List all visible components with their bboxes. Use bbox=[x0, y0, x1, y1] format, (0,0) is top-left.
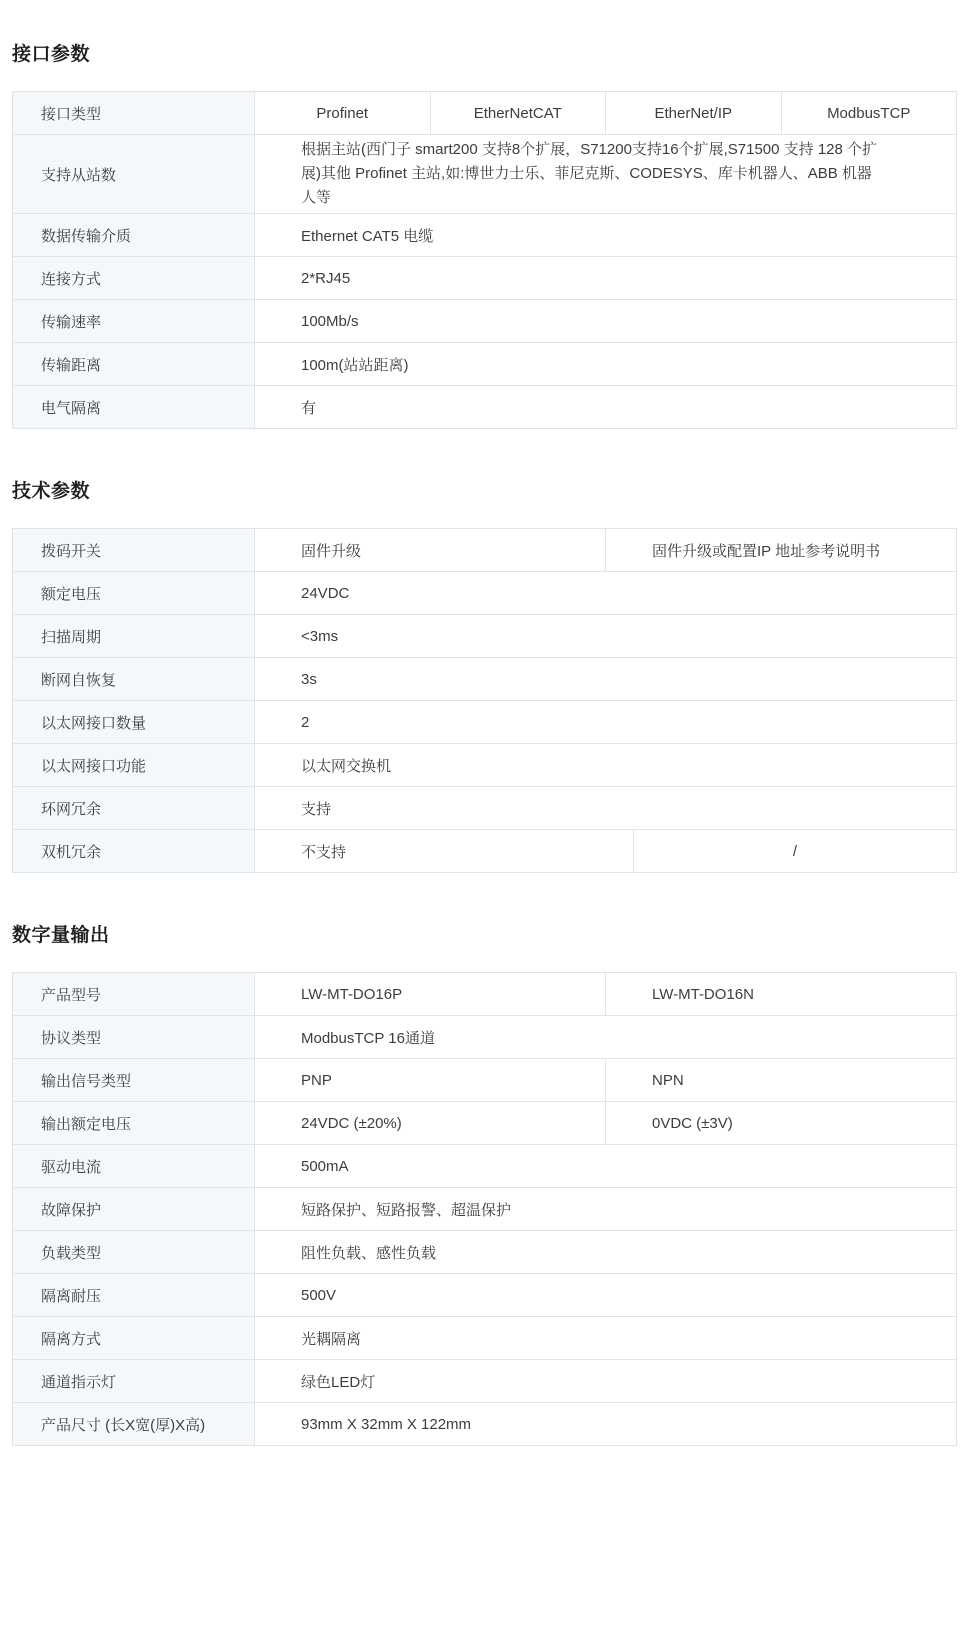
row-value-cell: LW-MT-DO16P bbox=[301, 985, 403, 1003]
row-label-cell: 故障保护 bbox=[13, 1188, 255, 1230]
table-row bbox=[13, 1230, 956, 1273]
row-cells bbox=[255, 830, 956, 872]
row-value-cell: 3s bbox=[301, 670, 317, 688]
row-cells bbox=[255, 1059, 956, 1101]
row-label-cell: 支持从站数 bbox=[13, 135, 255, 213]
row-cells bbox=[255, 615, 956, 657]
row-value-cell: LW-MT-DO16N bbox=[605, 973, 956, 1015]
table-row bbox=[13, 1273, 956, 1316]
row-value-cell: 根据主站(西门子 smart200 支持8个扩展，S71200支持16个扩展,S71500 支持 128 个扩展)其他 Profinet 主站,如:博世力士乐、菲尼克斯、CODESYS、库卡机器人、ABB 机器人等 bbox=[301, 141, 878, 206]
row-cells bbox=[255, 1274, 956, 1316]
row-label-cell: 驱动电流 bbox=[13, 1145, 255, 1187]
row-label-cell: 接口类型 bbox=[13, 92, 255, 134]
table-row bbox=[13, 256, 956, 299]
row-label-cell: 双机冗余 bbox=[13, 830, 255, 872]
row-value-cell: 光耦隔离 bbox=[301, 1330, 362, 1348]
section-technical-params bbox=[12, 481, 957, 873]
technical-params-table bbox=[12, 528, 957, 873]
table-row bbox=[13, 571, 956, 614]
row-value-cell: EtherNet/IP bbox=[605, 92, 781, 134]
row-cells bbox=[255, 1016, 956, 1058]
row-value-cell: 阻性负载、感性负载 bbox=[301, 1244, 437, 1262]
row-value-cell: 100Mb/s bbox=[301, 312, 359, 330]
row-cells bbox=[255, 744, 956, 786]
section-title: 数字量输出 bbox=[12, 925, 110, 946]
row-label-cell: 通道指示灯 bbox=[13, 1360, 255, 1402]
row-cells bbox=[255, 343, 956, 385]
table-row bbox=[13, 657, 956, 700]
row-cells bbox=[255, 386, 956, 428]
row-value-cell: 24VDC (±20%) bbox=[301, 1114, 402, 1132]
row-label-cell: 传输距离 bbox=[13, 343, 255, 385]
section-title: 接口参数 bbox=[12, 44, 91, 65]
table-row bbox=[13, 1058, 956, 1101]
row-cells bbox=[255, 787, 956, 829]
row-value-cell: ModbusTCP bbox=[781, 92, 957, 134]
table-row bbox=[13, 973, 956, 1015]
table-row bbox=[13, 1359, 956, 1402]
row-value-cell: 支持 bbox=[301, 800, 332, 818]
row-value-cell: 2*RJ45 bbox=[301, 269, 351, 287]
row-label-cell: 产品型号 bbox=[13, 973, 255, 1015]
row-value-cell: 固件升级 bbox=[301, 542, 362, 560]
row-value-cell: EtherNetCAT bbox=[430, 92, 606, 134]
row-label-cell: 数据传输介质 bbox=[13, 214, 255, 256]
row-value-cell: <3ms bbox=[301, 627, 339, 645]
row-cells bbox=[255, 257, 956, 299]
row-value-cell: Profinet bbox=[316, 104, 369, 122]
row-value-cell: PNP bbox=[301, 1071, 332, 1089]
row-label-cell: 电气隔离 bbox=[13, 386, 255, 428]
row-cells bbox=[255, 214, 956, 256]
section-title: 技术参数 bbox=[12, 481, 91, 502]
row-cells bbox=[255, 658, 956, 700]
row-cells bbox=[255, 135, 956, 213]
section-interface-params bbox=[12, 44, 957, 429]
row-label-cell: 输出信号类型 bbox=[13, 1059, 255, 1101]
row-cells bbox=[255, 300, 956, 342]
row-value-cell: 24VDC bbox=[301, 584, 350, 602]
row-cells bbox=[255, 701, 956, 743]
interface-params-table bbox=[12, 91, 957, 429]
row-cells bbox=[255, 1360, 956, 1402]
table-row bbox=[13, 829, 956, 872]
row-value-cell: ModbusTCP 16通道 bbox=[301, 1029, 435, 1047]
row-value-cell: NPN bbox=[605, 1059, 956, 1101]
table-row bbox=[13, 92, 956, 134]
row-value-cell: 以太网交换机 bbox=[301, 757, 392, 775]
row-label-cell: 环网冗余 bbox=[13, 787, 255, 829]
row-value-cell: 100m(站站距离) bbox=[301, 356, 409, 374]
row-cells bbox=[255, 973, 956, 1015]
row-label-cell: 断网自恢复 bbox=[13, 658, 255, 700]
row-label-cell: 额定电压 bbox=[13, 572, 255, 614]
row-cells bbox=[255, 1231, 956, 1273]
row-label-cell: 协议类型 bbox=[13, 1016, 255, 1058]
row-cells bbox=[255, 1188, 956, 1230]
table-row bbox=[13, 786, 956, 829]
row-cells bbox=[255, 1145, 956, 1187]
table-row bbox=[13, 1402, 956, 1445]
row-label-cell: 以太网接口数量 bbox=[13, 701, 255, 743]
table-row bbox=[13, 299, 956, 342]
section-digital-output bbox=[12, 925, 957, 1446]
table-row bbox=[13, 1316, 956, 1359]
row-value-cell: 2 bbox=[301, 713, 310, 731]
row-value-cell: 绿色LED灯 bbox=[301, 1373, 376, 1391]
row-value-cell: 不支持 bbox=[301, 843, 347, 861]
row-value-cell: 500V bbox=[301, 1286, 337, 1304]
table-row bbox=[13, 1187, 956, 1230]
row-cells bbox=[255, 1317, 956, 1359]
row-label-cell: 隔离方式 bbox=[13, 1317, 255, 1359]
row-label-cell: 连接方式 bbox=[13, 257, 255, 299]
row-label-cell: 传输速率 bbox=[13, 300, 255, 342]
row-value-cell: 短路保护、短路报警、超温保护 bbox=[301, 1201, 512, 1219]
row-value-cell: 0VDC (±3V) bbox=[605, 1102, 956, 1144]
row-label-cell: 产品尺寸 (长X宽(厚)X高) bbox=[13, 1403, 255, 1445]
digital-output-table bbox=[12, 972, 957, 1446]
table-row bbox=[13, 1015, 956, 1058]
row-label-cell: 输出额定电压 bbox=[13, 1102, 255, 1144]
row-label-cell: 以太网接口功能 bbox=[13, 744, 255, 786]
table-row bbox=[13, 1144, 956, 1187]
row-label-cell: 负载类型 bbox=[13, 1231, 255, 1273]
row-value-cell: / bbox=[633, 830, 956, 872]
row-cells bbox=[255, 572, 956, 614]
table-row bbox=[13, 700, 956, 743]
row-value-cell: 有 bbox=[301, 399, 317, 417]
row-cells bbox=[255, 1102, 956, 1144]
table-row bbox=[13, 743, 956, 786]
table-row bbox=[13, 614, 956, 657]
row-cells bbox=[255, 529, 956, 571]
row-value-cell: 500mA bbox=[301, 1157, 349, 1175]
table-row bbox=[13, 213, 956, 256]
table-row bbox=[13, 134, 956, 213]
row-label-cell: 拨码开关 bbox=[13, 529, 255, 571]
table-row bbox=[13, 385, 956, 428]
row-cells bbox=[255, 92, 956, 134]
row-value-cell: 固件升级或配置IP 地址参考说明书 bbox=[605, 529, 956, 571]
table-row bbox=[13, 342, 956, 385]
row-label-cell: 隔离耐压 bbox=[13, 1274, 255, 1316]
row-cells bbox=[255, 1403, 956, 1445]
row-label-cell: 扫描周期 bbox=[13, 615, 255, 657]
table-row bbox=[13, 1101, 956, 1144]
table-row bbox=[13, 529, 956, 571]
row-value-cell: 93mm X 32mm X 122mm bbox=[301, 1415, 472, 1433]
row-value-cell: Ethernet CAT5 电缆 bbox=[301, 227, 434, 245]
